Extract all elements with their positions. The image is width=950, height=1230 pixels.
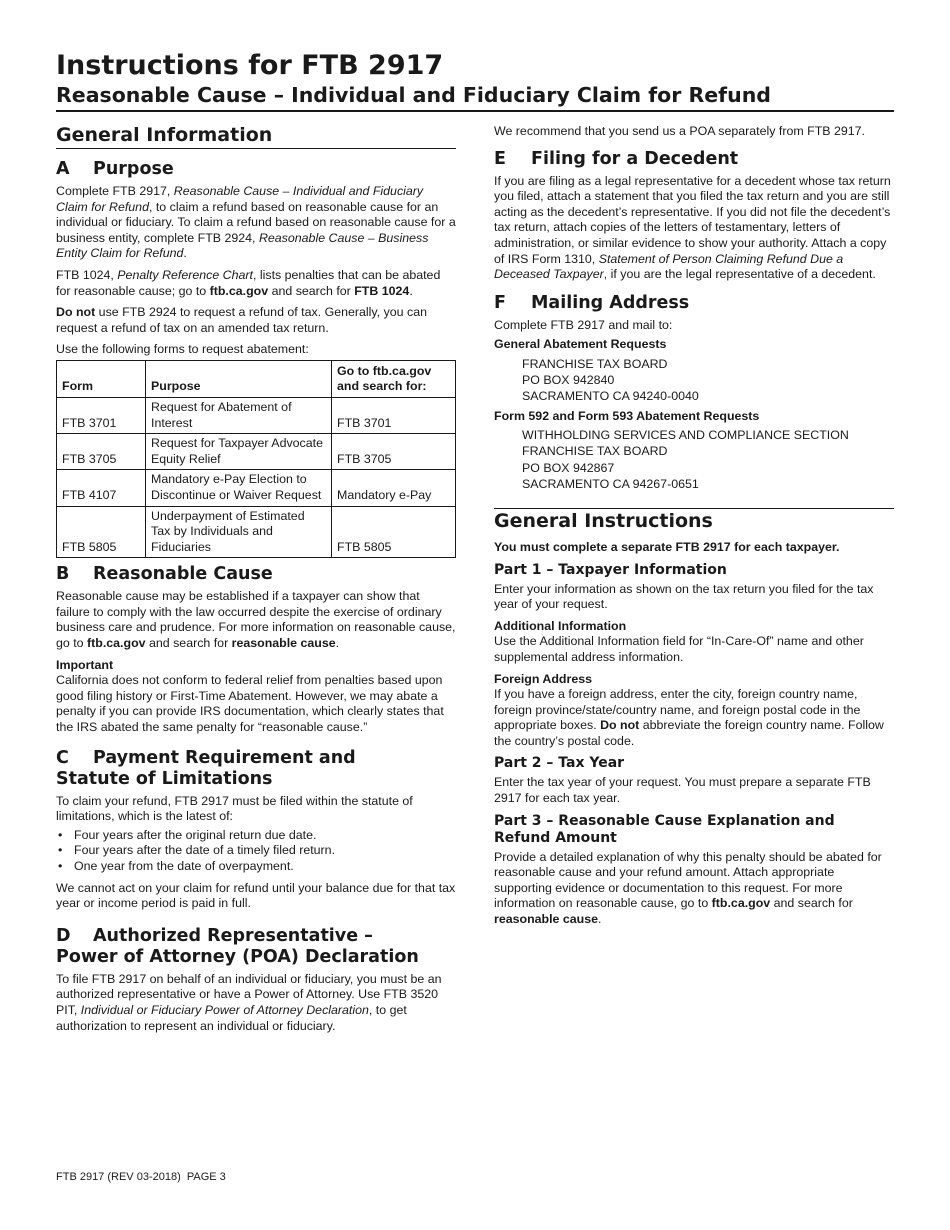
table-row: [57, 434, 456, 470]
part-2-paragraph: Enter the tax year of your request. You must prepare a separate FTB 2917 for each tax year.: [494, 775, 871, 806]
page-title: Instructions for FTB 2917: [56, 50, 444, 81]
list-item: • Four years after the original return due date.: [56, 828, 456, 844]
address-line: PO BOX 942867: [522, 460, 615, 475]
general-abatement-label: General Abatement Requests: [494, 337, 667, 352]
foreign-address-paragraph: If you have a foreign address, enter the city, foreign country name, foreign province/state/country name, and foreign postal code in the appropriate boxes. Do not abbreviate the foreign country name. Follow the country’s postal code.: [494, 687, 884, 748]
table-row: [57, 506, 456, 558]
heading-c-payment-requirement: C Payment Requirement and Statute of Limitations: [56, 747, 356, 789]
decedent-paragraph: If you are filing as a legal representative for a decedent whose tax return you filed, attach a statement that you filed the tax return and you are still acting as the decedent’s representative. If you did not file the decedent’s tax return, attach copies of the letters of testamentary, letters of administration, or similar evidence to show your authority. Attach a copy of IRS Form 1310, Statement of Person Claiming Refund Due a Deceased Taxpayer, if you are the legal representative of a decedent.: [494, 173, 891, 282]
section-heading-general-information: General Information: [56, 123, 456, 149]
purpose-paragraph-1: Complete FTB 2917, Reasonable Cause – Individual and Fiduciary Claim for Refund, to claim a refund based on reasonable cause for an individual or fiduciary. To claim a refund based on reasonable cause for a business entity, complete FTB 2924, Reasonable Cause – Business Entity Claim for Refund.: [56, 184, 456, 261]
heading-f-mailing-address: F Mailing Address: [494, 292, 690, 313]
important-paragraph: California does not conform to federal relief from penalties based upon good filing history or First-Time Abatement. However, we may abate a penalty if you can provide IRS documentation, which clearly states that the IRS abated the same penalty for “reasonable cause.”: [56, 673, 444, 735]
instructions-intro: You must complete a separate FTB 2917 for each taxpayer.: [494, 539, 840, 554]
table-cell: FTB 3705: [332, 434, 456, 470]
purpose-paragraph-3: Do not use FTB 2924 to request a refund of tax. Generally, you can request a refund of tax on an amended tax return.: [56, 305, 427, 335]
additional-information-label: Additional Information: [494, 618, 627, 633]
page-header: [56, 50, 894, 112]
table-cell: Request for Abatement of Interest: [146, 397, 332, 433]
balance-due-paragraph: We cannot act on your claim for refund until your balance due for that tax year or income period is paid in full.: [56, 880, 456, 911]
table-cell: FTB 5805: [332, 506, 456, 558]
important-label: Important: [56, 657, 114, 672]
heading-e-filing-for-decedent: E Filing for a Decedent: [494, 148, 739, 169]
table-row: [57, 397, 456, 433]
list-item: • One year from the date of overpayment.: [56, 859, 456, 875]
table-cell: FTB 3701: [57, 397, 146, 433]
foreign-address-label: Foreign Address: [494, 671, 592, 686]
part-3-paragraph: Provide a detailed explanation of why this penalty should be abated for reasonable cause and your refund amount. Attach appropriate supporting evidence or documentation to this request. For more information on reasonable cause, go to ftb.ca.gov and search for reasonable cause.: [494, 849, 882, 927]
table-header-row: [57, 360, 456, 397]
address-line: SACRAMENTO CA 94240-0040: [522, 389, 699, 404]
additional-information-paragraph: Use the Additional Information field for “In-Care-Of” name and other supplemental address information.: [494, 634, 864, 664]
mailing-intro: Complete FTB 2917 and mail to:: [494, 317, 673, 332]
page-subtitle: Reasonable Cause – Individual and Fiduciary Claim for Refund: [56, 83, 771, 107]
heading-d-authorized-representative: D Authorized Representative – Power of Attorney (POA) Declaration: [56, 925, 419, 967]
table-cell: FTB 4107: [57, 470, 146, 506]
address-line: PO BOX 942840: [522, 373, 615, 388]
poa-recommendation-paragraph: We recommend that you send us a POA separately from FTB 2917.: [494, 124, 865, 138]
reasonable-cause-paragraph: Reasonable cause may be established if a taxpayer can show that failure to comply with the law occurred despite the exercise of ordinary business care and prudence. For more information on reasonable cause, go to ftb.ca.gov and search for reasonable cause.: [56, 589, 456, 651]
poa-paragraph: To file FTB 2917 on behalf of an individual or fiduciary, you must be an authorized representative or have a Power of Attorney. Use FTB 3520 PIT, Individual or Fiduciary Power of Attorney Declaration, to get authorization to represent an individual or fiduciary.: [56, 971, 442, 1033]
withholding-abatement-label: Form 592 and Form 593 Abatement Requests: [494, 408, 760, 423]
table-cell: Mandatory e-Pay Election to Discontinue or Waiver Request: [146, 470, 332, 506]
table-cell: Request for Taxpayer Advocate Equity Relief: [146, 434, 332, 470]
purpose-paragraph-2: FTB 1024, Penalty Reference Chart, lists penalties that can be abated for reasonable cause; go to ftb.ca.gov and search for FTB 1024.: [56, 267, 441, 298]
address-line: FRANCHISE TAX BOARD: [522, 356, 668, 371]
statute-paragraph: To claim your refund, FTB 2917 must be filed within the statute of limitations, which is the latest of:: [56, 793, 413, 824]
withholding-abatement-address: [494, 427, 894, 492]
heading-part-3: Part 3 – Reasonable Cause Explanation and Refund Amount: [494, 812, 835, 846]
section-heading-general-instructions: General Instructions: [494, 508, 894, 534]
purpose-paragraph-4: Use the following forms to request abatement:: [56, 342, 309, 357]
table-header-cell: Go to ftb.ca.gov and search for:: [332, 360, 456, 397]
table-cell: FTB 3705: [57, 434, 146, 470]
statute-list: [56, 828, 456, 875]
left-column: [56, 120, 456, 1040]
part-1-paragraph: Enter your information as shown on the tax return you filed for the tax year of your request.: [494, 581, 874, 612]
table-cell: FTB 5805: [57, 506, 146, 558]
table-row: [57, 470, 456, 506]
address-line: WITHHOLDING SERVICES AND COMPLIANCE SECTION: [522, 428, 849, 443]
table-cell: Mandatory e-Pay: [332, 470, 456, 506]
right-column: [494, 124, 894, 934]
table-header-cell: Purpose: [146, 360, 332, 397]
address-line: FRANCHISE TAX BOARD: [522, 444, 668, 459]
table-cell: Underpayment of Estimated Tax by Individuals and Fiduciaries: [146, 506, 332, 558]
general-abatement-address: [494, 356, 894, 405]
heading-part-1: Part 1 – Taxpayer Information: [494, 561, 727, 578]
heading-part-2: Part 2 – Tax Year: [494, 755, 625, 772]
address-line: SACRAMENTO CA 94267-0651: [522, 476, 699, 491]
heading-a-purpose: A Purpose: [56, 159, 174, 179]
page-footer: FTB 2917 (REV 03-2018) PAGE 3: [56, 1171, 226, 1183]
table-cell: FTB 3701: [332, 397, 456, 433]
heading-b-reasonable-cause: B Reasonable Cause: [56, 564, 273, 585]
list-item: • Four years after the date of a timely filed return.: [56, 843, 456, 859]
abatement-forms-table: [56, 360, 456, 558]
table-header-cell: Form: [57, 360, 146, 397]
